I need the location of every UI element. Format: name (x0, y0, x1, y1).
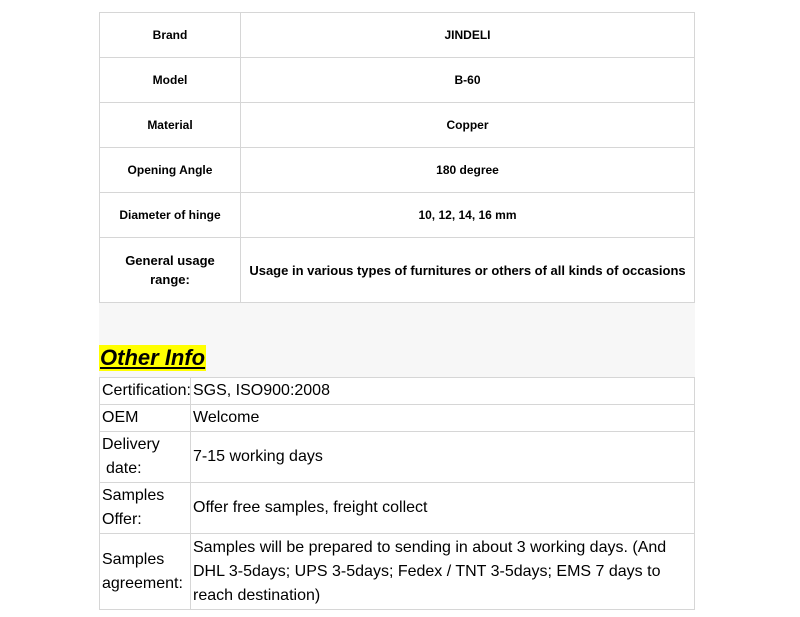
info-label-line: date: (106, 460, 142, 477)
spec-label: Model (100, 58, 241, 103)
info-value: SGS, ISO900:2008 (191, 378, 695, 405)
info-label: Certification: (100, 378, 191, 405)
info-value: 7-15 working days (191, 432, 695, 483)
spec-value: 10, 12, 14, 16 mm (241, 193, 695, 238)
info-label (100, 483, 191, 534)
info-label-line: Delivery (102, 436, 160, 453)
info-label-line: Samples (102, 550, 165, 568)
info-row-delivery-date (100, 432, 695, 483)
info-label-line: Offer: (102, 511, 142, 528)
spec-label: Diameter of hinge (100, 193, 241, 238)
spec-row-model (100, 58, 695, 103)
spec-label: General usage range: (100, 238, 241, 303)
info-row-certification (100, 378, 695, 405)
info-row-samples-agreement (100, 534, 695, 610)
spec-label: Opening Angle (100, 148, 241, 193)
other-info-heading: Other Info (100, 345, 206, 370)
spec-label: Brand (100, 13, 241, 58)
info-value: Welcome (191, 405, 695, 432)
info-value: Samples will be prepared to sending in about 3 working days. (And DHL 3-5days; UPS 3-5days; Fedex / TNT 3-5days; EMS 7 days to reach destination) (191, 534, 695, 610)
spec-value: JINDELI (241, 13, 695, 58)
info-label-line: agreement: (102, 574, 183, 592)
spec-value: 180 degree (241, 148, 695, 193)
info-row-oem (100, 405, 695, 432)
info-row-samples-offer (100, 483, 695, 534)
spec-label: Material (100, 103, 241, 148)
info-label: OEM (100, 405, 191, 432)
spec-row-brand (100, 13, 695, 58)
spec-row-opening-angle (100, 148, 695, 193)
info-label (100, 534, 191, 610)
spec-row-usage-range (100, 238, 695, 303)
spec-value: Usage in various types of furnitures or others of all kinds of occasions (241, 238, 695, 303)
spec-value: Copper (241, 103, 695, 148)
spec-row-hinge-diameter (100, 193, 695, 238)
other-info-table (99, 377, 695, 610)
info-label (100, 432, 191, 483)
spec-row-material (100, 103, 695, 148)
info-label-line: Samples (102, 487, 165, 504)
product-spec-table (99, 12, 695, 303)
spec-value: B-60 (241, 58, 695, 103)
info-value: Offer free samples, freight collect (191, 483, 695, 534)
